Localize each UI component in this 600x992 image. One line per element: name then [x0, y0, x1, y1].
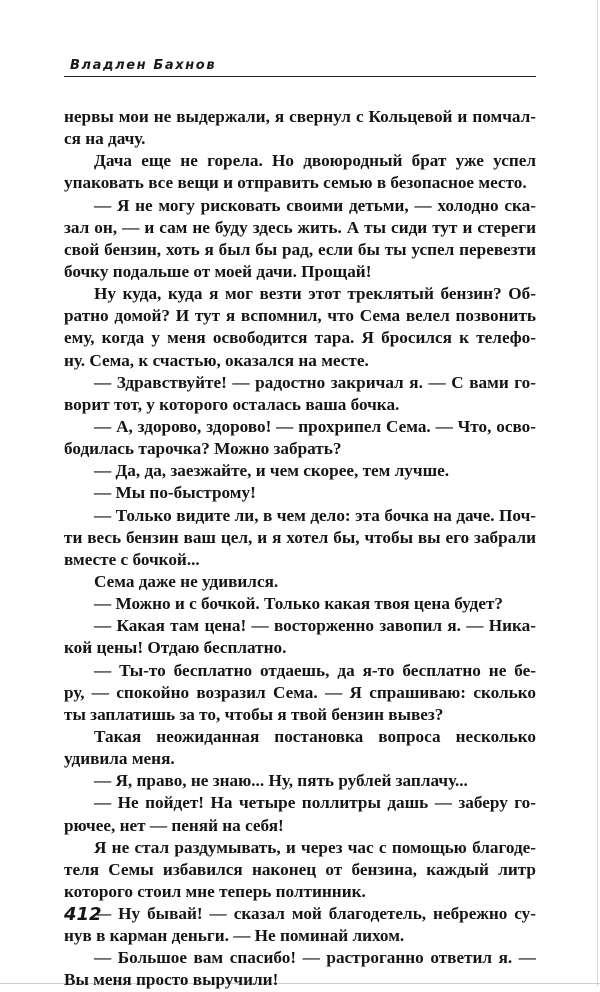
text-line: — А, здорово, здорово! — прохрипел Сема. — Что, осво- [94, 416, 536, 436]
running-head [64, 55, 536, 77]
running-head-author: Владлен Бахнов [70, 58, 217, 73]
text-line: — Не пойдет! На четыре поллитры дашь — заберу го- [94, 793, 536, 813]
text-line: свой бензин, хоть я был бы рад, если бы ты успел перевезти [64, 239, 536, 259]
text-line: рючее, нет — пеняй на себя! [64, 815, 284, 835]
text-line: ратно домой? И тут я вспомнил, что Сема велел позвонить [64, 306, 536, 326]
text-line: ты заплатишь за то, чтобы я твой бензин вывез? [64, 704, 444, 724]
text-line: Ну куда, куда я мог везти этот треклятый бензин? Об- [94, 284, 536, 304]
text-line: ти весь бензин ваш цел, и я хотел бы, чтобы вы его забрали [64, 527, 536, 547]
text-line: ну. Сема, к счастью, оказался на месте. [64, 350, 369, 370]
text-line: бочку подальше от моей дачи. Прощай! [64, 261, 372, 281]
text-line: Сема даже не удивился. [94, 571, 279, 591]
text-line: ему, когда у меня освободится тара. Я бросился к телефо- [64, 328, 536, 348]
text-line: удивила меня. [64, 749, 175, 769]
text-line: — Я, право, не знаю... Ну, пять рублей заплачу... [94, 771, 468, 791]
text-line: Я не стал раздумывать, и через час с помощью благоде- [94, 837, 536, 857]
text-line: — Можно и с бочкой. Только какая твоя цена будет? [94, 594, 504, 614]
text-line: ру, — спокойно возразил Сема. — Я спрашиваю: сколько [64, 682, 536, 702]
page-edge [597, 0, 598, 986]
text-line: Вы меня просто выручили! [64, 970, 279, 990]
text-line: кой цены! Отдаю бесплатно. [64, 638, 287, 658]
text-line: вместе с бочкой... [64, 549, 200, 569]
text-line: — Какая там цена! — восторженно завопил я. — Ника- [94, 616, 536, 636]
text-line: Такая неожиданная постановка вопроса несколько [94, 726, 536, 746]
text-line: зал он, — и сам не буду здесь жить. А ты сиди тут и стереги [64, 217, 536, 237]
text-line: нервы мои не выдержали, я свернул с Кольцевой и помчал- [64, 107, 536, 126]
text-line: теля Семы избавился наконец от бензина, каждый литр [64, 859, 536, 879]
text-line: ся на дачу. [64, 129, 146, 149]
text-line: — Ты-то бесплатно отдаешь, да я-то бесплатно не бе- [94, 660, 536, 680]
text-line: Дача еще не горела. Но двоюродный брат уже успел [94, 151, 536, 171]
text-line: — Мы по-быстрому! [94, 483, 256, 503]
body-text [64, 106, 536, 992]
text-line: которого стоил мне теперь полтинник. [64, 881, 366, 901]
text-line: ворит тот, у которого осталась ваша бочка. [64, 394, 400, 414]
text-line: упаковать все вещи и отправить семью в безопасное место. [64, 173, 527, 193]
text-line: нув в карман деньги. — Не поминай лихом. [64, 926, 405, 946]
text-line: — Да, да, заезжайте, и чем скорее, тем лучше. [94, 461, 450, 481]
text-line: — Я не могу рисковать своими детьми, — холодно ска- [94, 195, 536, 215]
text-line: — Ну бывай! — сказал мой благодетель, небрежно су- [94, 904, 536, 924]
text-line: — Здравствуйте! — радостно закричал я. — С вами го- [94, 372, 536, 392]
text-line: — Большое вам спасибо! — растроганно ответил я. — [94, 948, 536, 968]
text-line: бодилась тарочка? Можно забрать? [64, 439, 342, 459]
text-line: — Только видите ли, в чем дело: эта бочка на даче. Поч- [94, 505, 536, 525]
page-number: 412 [64, 904, 102, 925]
